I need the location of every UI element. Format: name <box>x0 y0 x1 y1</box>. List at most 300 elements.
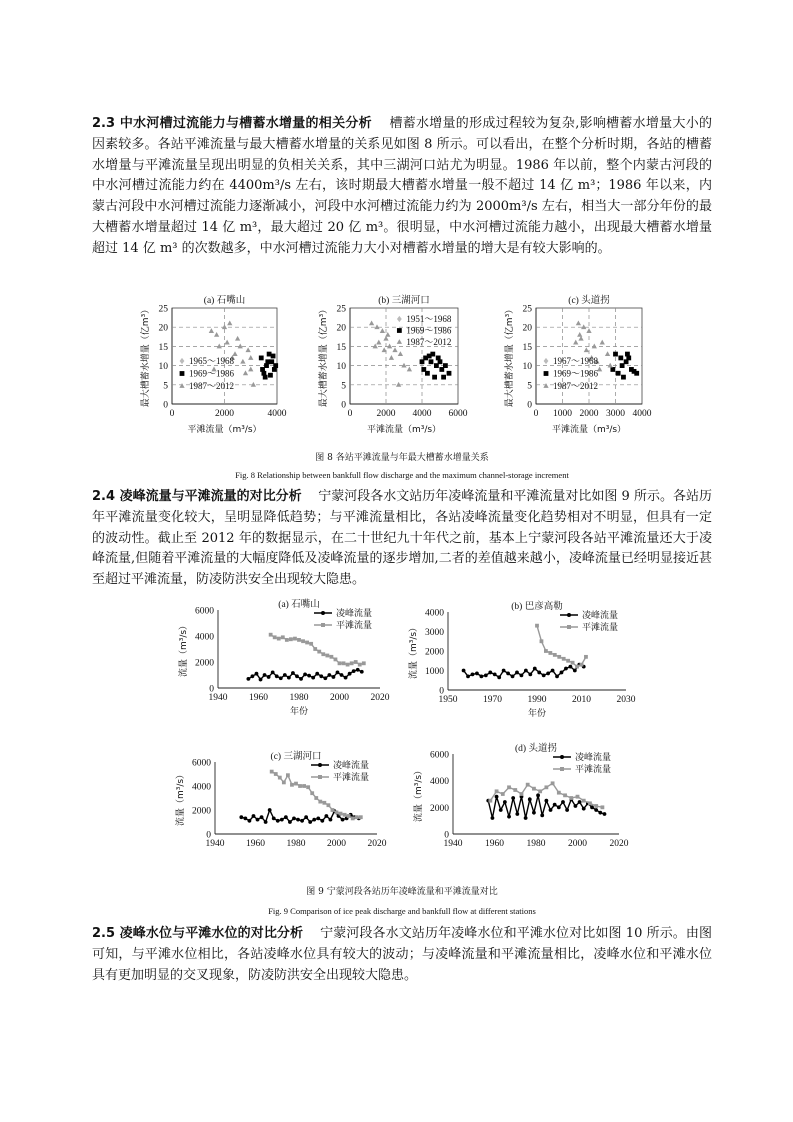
data-point <box>520 792 524 796</box>
data-point <box>280 818 284 822</box>
data-point <box>354 660 358 664</box>
series-0 <box>246 668 363 682</box>
data-point <box>544 799 548 803</box>
data-point <box>256 818 260 822</box>
x-tick-label: 0 <box>169 409 175 419</box>
data-point <box>310 791 314 795</box>
data-point <box>427 354 432 359</box>
data-point <box>297 638 301 642</box>
y-tick-label: 4000 <box>195 632 214 643</box>
data-point <box>311 676 315 680</box>
figure-8-caption-cn: 图 8 各站平滩流量与年最大槽蓄水增量关系 <box>315 453 489 463</box>
data-point <box>603 812 607 816</box>
data-point <box>387 344 392 349</box>
y-tick-label: 0 <box>341 400 346 411</box>
data-point <box>551 669 555 673</box>
x-axis-label: 年份 <box>289 707 309 717</box>
data-point <box>542 673 546 677</box>
data-point <box>274 772 278 776</box>
legend <box>553 751 611 774</box>
data-point <box>601 805 605 809</box>
section-2-4 <box>92 487 712 591</box>
data-point <box>271 354 276 359</box>
x-tick-label: 2020 <box>370 693 390 703</box>
data-point <box>392 347 397 352</box>
data-point <box>475 672 479 676</box>
y-tick-label: 0 <box>439 686 444 697</box>
data-point <box>548 651 552 655</box>
data-point <box>308 820 312 824</box>
data-point <box>507 815 511 819</box>
data-point <box>320 819 324 823</box>
data-point <box>563 793 567 797</box>
y-tick-label: 5 <box>527 381 532 392</box>
data-point <box>255 672 259 676</box>
data-point <box>338 661 342 665</box>
y-tick-label: 15 <box>158 342 168 353</box>
chart-title: (a) 石嘴山 <box>278 600 320 610</box>
data-point <box>546 672 550 676</box>
data-point <box>484 673 488 677</box>
y-tick-label: 0 <box>206 830 211 841</box>
data-point <box>610 367 615 372</box>
data-point <box>289 637 293 641</box>
y-tick-label: 4000 <box>430 777 449 788</box>
legend-marker <box>318 763 322 767</box>
legend-label: 凌峰流量 <box>582 610 619 620</box>
x-tick-label: 1940 <box>205 839 225 849</box>
data-point <box>285 638 289 642</box>
chart-title: (d) 头道拐 <box>515 744 557 754</box>
series-1 <box>420 352 452 380</box>
data-point <box>389 355 394 360</box>
section-2-3 <box>92 114 712 260</box>
data-point <box>271 671 275 675</box>
legend-label: 1987～2012 <box>406 337 452 347</box>
legend <box>311 759 369 782</box>
legend-marker <box>567 625 571 629</box>
legend-marker <box>397 328 402 333</box>
series-0 <box>462 663 586 679</box>
data-point <box>286 773 290 777</box>
data-point <box>293 637 297 641</box>
data-point <box>625 352 630 357</box>
y-tick-label: 4000 <box>425 608 444 619</box>
data-point <box>551 781 555 785</box>
data-point <box>332 675 336 679</box>
chart-title: (b) 三湖河口 <box>378 296 430 306</box>
data-point <box>292 817 296 821</box>
data-point <box>553 803 557 807</box>
legend-marker <box>543 383 548 388</box>
x-tick-label: 1980 <box>286 839 306 849</box>
data-point <box>295 674 299 678</box>
data-point <box>346 663 350 667</box>
x-tick-label: 1980 <box>526 839 546 849</box>
data-point <box>488 799 492 803</box>
data-point <box>584 347 589 352</box>
data-point <box>290 783 294 787</box>
legend-label: 1969～1986 <box>189 368 235 379</box>
data-point <box>584 655 588 659</box>
data-point <box>316 817 320 821</box>
x-tick-label: 2000 <box>215 409 234 419</box>
y-tick-label: 1000 <box>425 667 444 677</box>
data-point <box>272 817 276 821</box>
data-point <box>277 637 281 641</box>
x-tick-label: 0 <box>533 409 539 419</box>
x-axis-label: 平滩流量（m³/s） <box>366 425 442 435</box>
data-point <box>488 671 492 675</box>
data-point <box>479 674 483 678</box>
data-point <box>341 818 345 822</box>
data-point <box>217 344 222 349</box>
x-axis-label: 平滩流量（m³/s） <box>187 425 262 435</box>
x-tick-label: 2000 <box>568 839 587 849</box>
x-tick-label: 2000 <box>376 409 396 419</box>
data-point <box>260 815 264 819</box>
x-tick-label: 1940 <box>208 693 228 703</box>
y-tick-label: 3000 <box>425 628 444 638</box>
data-point <box>582 807 586 811</box>
legend-label: 平滩流量 <box>336 620 373 630</box>
data-point <box>283 673 287 677</box>
legend-marker <box>397 339 402 344</box>
data-point <box>502 669 506 673</box>
data-point <box>528 797 532 801</box>
data-point <box>575 665 579 669</box>
legend <box>314 607 372 630</box>
data-point <box>564 667 568 671</box>
legend-label: 平滩流量 <box>333 772 370 782</box>
data-point <box>263 375 268 380</box>
data-point <box>259 678 263 682</box>
data-point <box>351 817 355 821</box>
data-point <box>466 674 470 678</box>
chart-4 <box>407 600 636 719</box>
legend-marker <box>321 611 325 615</box>
data-point <box>318 800 322 804</box>
y-tick-label: 20 <box>158 323 168 334</box>
data-point <box>544 649 548 653</box>
data-point <box>268 808 272 812</box>
data-point <box>273 363 278 368</box>
data-point <box>421 367 426 372</box>
data-point <box>532 787 536 791</box>
legend-marker <box>397 316 402 322</box>
y-tick-label: 25 <box>336 304 346 315</box>
y-tick-label: 10 <box>522 362 532 373</box>
y-axis-label: 流量（m³/s） <box>414 765 424 823</box>
data-point <box>594 804 598 808</box>
data-point <box>339 812 343 816</box>
legend-label: 1969～1986 <box>406 325 452 336</box>
data-point <box>251 382 256 387</box>
data-point <box>287 676 291 680</box>
data-point <box>355 815 359 819</box>
data-point <box>329 818 333 822</box>
data-point <box>600 340 605 345</box>
y-tick-label: 15 <box>336 342 346 353</box>
section-2-3-heading: 2.3 中水河槽过流能力与槽蓄水增量的相关分析 <box>92 116 372 131</box>
figure-9 <box>0 600 793 880</box>
data-point <box>343 813 347 817</box>
data-point <box>342 661 346 665</box>
data-point <box>588 801 592 805</box>
data-point <box>374 324 379 329</box>
data-point <box>263 673 267 677</box>
data-point <box>590 805 594 809</box>
chart-title: (c) 头道拐 <box>568 296 610 306</box>
data-point <box>616 371 621 376</box>
x-tick-label: 2030 <box>616 695 636 705</box>
y-tick-label: 6000 <box>430 750 449 761</box>
series-line <box>488 795 604 818</box>
data-point <box>497 675 501 679</box>
data-point <box>491 816 495 820</box>
data-point <box>538 789 542 793</box>
section-2-5-text: 宁蒙河段各水文站历年凌峰水位和平滩水位对比如图 10 所示。由图可知，与平滩水位相比，各站凌峰水位具有较大的波动；与凌峰流量和平滩流量相比，凌峰水位和平滩水位具有更加明显的交叉现象，防凌防洪安全出现较大隐患。 <box>92 926 713 983</box>
data-point <box>284 815 288 819</box>
series-line <box>537 626 586 667</box>
data-point <box>305 641 309 645</box>
data-point <box>358 663 362 667</box>
data-point <box>327 673 331 677</box>
legend-label: 平滩流量 <box>582 622 619 632</box>
x-tick-label: 6000 <box>448 409 468 419</box>
data-point <box>335 811 339 815</box>
data-point <box>322 801 326 805</box>
data-point <box>462 669 466 673</box>
data-point <box>553 653 557 657</box>
figure-8-caption-en: Fig. 8 Relationship between bankfull flow discharge and the maximum channel-storage increment <box>235 470 569 480</box>
data-point <box>557 791 561 795</box>
data-point <box>562 657 566 661</box>
data-point <box>420 359 425 364</box>
x-tick-label: 2020 <box>367 839 387 849</box>
figure-9-caption-en: Fig. 9 Comparison of ice peak discharge and bankfull flow at different stations <box>268 906 536 916</box>
data-point <box>620 363 625 368</box>
x-axis-label: 平滩流量（m³/s） <box>551 425 627 435</box>
legend-marker <box>318 775 322 779</box>
data-point <box>515 671 519 675</box>
legend-marker <box>567 613 571 617</box>
y-tick-label: 4000 <box>192 782 211 793</box>
chart-2 <box>503 294 652 435</box>
data-point <box>382 347 387 352</box>
data-point <box>503 800 507 804</box>
data-point <box>581 324 586 329</box>
chart-3 <box>177 598 390 717</box>
data-point <box>507 785 511 789</box>
data-point <box>598 811 602 815</box>
data-point <box>380 328 385 333</box>
legend <box>543 356 598 391</box>
data-point <box>312 818 316 822</box>
data-point <box>608 363 613 368</box>
data-point <box>265 359 270 364</box>
data-point <box>578 800 582 804</box>
data-point <box>281 635 285 639</box>
data-point <box>580 663 584 667</box>
data-point <box>571 661 575 665</box>
y-axis-label: 最大槽蓄水增量（亿m³） <box>319 304 329 408</box>
data-point <box>362 661 366 665</box>
figure-9-caption-cn: 图 9 宁蒙河段各站历年凌峰流量和平滩流量对比 <box>306 887 498 897</box>
x-tick-label: 1960 <box>485 839 504 849</box>
data-point <box>348 672 352 676</box>
data-point <box>407 367 412 372</box>
data-point <box>429 359 434 364</box>
data-point <box>524 669 528 673</box>
y-tick-label: 10 <box>336 362 346 373</box>
legend-marker <box>544 371 549 376</box>
data-point <box>243 370 248 375</box>
data-point <box>499 808 503 812</box>
x-tick-label: 2020 <box>609 839 629 849</box>
data-point <box>248 367 253 372</box>
data-point <box>248 819 252 823</box>
data-point <box>336 671 340 675</box>
data-point <box>501 792 505 796</box>
data-point <box>573 340 578 345</box>
x-tick-label: 1940 <box>443 839 463 849</box>
x-tick-label: 4000 <box>632 409 652 419</box>
legend-label: 凌峰流量 <box>336 608 373 618</box>
data-point <box>495 795 499 799</box>
y-tick-label: 5 <box>163 381 168 392</box>
data-point <box>278 776 282 780</box>
y-tick-label: 2000 <box>195 658 214 669</box>
data-point <box>537 671 541 675</box>
data-point <box>209 328 214 333</box>
data-point <box>238 344 243 349</box>
section-2-4-heading: 2.4 凌峰流量与平滩流量的对比分析 <box>92 489 302 504</box>
data-point <box>398 351 403 356</box>
data-point <box>325 654 329 658</box>
x-tick-label: 1000 <box>553 409 572 419</box>
legend-marker <box>179 383 184 388</box>
data-point <box>557 655 561 659</box>
series-1 <box>269 633 366 667</box>
data-point <box>432 375 437 380</box>
legend-label: 1967～1968 <box>553 356 599 366</box>
data-point <box>321 652 325 656</box>
data-point <box>314 796 318 800</box>
legend-label: 平滩流量 <box>575 764 612 774</box>
chart-title: (c) 三湖河口 <box>270 752 322 762</box>
data-point <box>438 359 443 364</box>
series-1 <box>535 624 588 669</box>
data-point <box>251 674 255 678</box>
x-tick-label: 1990 <box>527 695 547 705</box>
y-tick-label: 2000 <box>425 647 444 658</box>
data-point <box>294 782 298 786</box>
x-tick-label: 4000 <box>412 409 432 419</box>
y-tick-label: 6000 <box>192 758 211 769</box>
data-point <box>306 785 310 789</box>
data-point <box>260 367 265 372</box>
legend <box>397 314 452 347</box>
data-point <box>296 818 300 822</box>
data-point <box>560 671 564 675</box>
data-point <box>549 808 553 812</box>
x-tick-label: 1960 <box>249 693 268 703</box>
data-point <box>577 332 582 337</box>
data-point <box>352 669 356 673</box>
data-point <box>267 675 271 679</box>
data-point <box>298 784 302 788</box>
y-tick-label: 25 <box>158 304 168 315</box>
x-tick-label: 3000 <box>606 409 625 419</box>
legend-marker <box>180 371 185 376</box>
data-point <box>561 800 565 804</box>
data-point <box>222 324 227 329</box>
legend-label: 1969～1986 <box>553 368 599 379</box>
data-point <box>317 650 321 654</box>
legend-label: 1987～2012 <box>189 381 235 391</box>
y-tick-label: 15 <box>522 342 532 353</box>
data-point <box>276 819 280 823</box>
data-point <box>524 816 528 820</box>
y-tick-label: 0 <box>527 400 532 411</box>
data-point <box>252 814 256 818</box>
x-tick-label: 2000 <box>327 839 346 849</box>
data-point <box>303 672 307 676</box>
data-point <box>327 803 331 807</box>
x-tick-label: 1970 <box>483 695 502 705</box>
data-point <box>359 815 363 819</box>
y-tick-label: 2000 <box>430 803 449 814</box>
legend <box>179 356 234 391</box>
data-point <box>360 670 364 674</box>
data-point <box>513 788 517 792</box>
chart-1 <box>317 294 468 435</box>
data-point <box>569 796 573 800</box>
data-point <box>275 674 279 678</box>
data-point <box>224 340 229 345</box>
data-point <box>268 373 273 378</box>
y-axis-label: 最大槽蓄水增量（亿m³） <box>141 304 151 408</box>
legend-label: 1965～1968 <box>189 356 235 366</box>
data-point <box>240 359 245 364</box>
chart-title: (b) 巴彦高勒 <box>511 602 563 612</box>
legend-label: 凌峰流量 <box>575 752 612 762</box>
series-1 <box>259 352 278 380</box>
x-tick-label: 1980 <box>289 693 309 703</box>
data-point <box>536 793 540 797</box>
data-point <box>618 356 623 361</box>
chart-6 <box>412 742 629 849</box>
y-tick-label: 0 <box>163 400 168 411</box>
data-point <box>259 356 264 361</box>
data-point <box>605 351 610 356</box>
y-tick-label: 5 <box>341 381 346 392</box>
data-point <box>269 633 273 637</box>
x-tick-label: 2000 <box>579 409 599 419</box>
data-point <box>632 369 637 374</box>
y-tick-label: 0 <box>209 684 214 695</box>
data-point <box>319 674 323 678</box>
y-axis-label: 流量（m³/s） <box>179 620 189 678</box>
section-2-3-text: 槽蓄水增量的形成过程较为复杂,影响槽蓄水增量大小的因素较多。各站平滩流量与最大槽蓄水增量的关系见如图 8 所示。可以看出，在整个分析时期，各站的槽蓄水增量与平滩流量呈现出明显的负相关关系，其中三湖河口站尤为明显。1986 年以前，整个内蒙古河段的中水河槽过流能力约在 4400m³/s 左右，该时期最大槽蓄水增量一般不超过 14 亿 m³；1986 年以来，内蒙古河段中水河槽过流能力逐渐减小，河段中水河槽过流能力约为 2000m³/s 左右，相当大一部分年份的最大槽蓄水增量超过 14 亿 m³，最大超过 20 亿 m³。很明显，中水河槽过流能力越小，出现最大槽蓄水增量超过 14 亿 m³ 的次数越多，中水河槽过流能力大小对槽蓄水增量的增大是有较大影响的。 <box>92 116 712 256</box>
data-point <box>520 673 524 677</box>
data-point <box>323 676 327 680</box>
data-point <box>441 375 446 380</box>
series-0 <box>486 793 606 819</box>
data-point <box>576 320 581 325</box>
data-point <box>540 813 544 817</box>
